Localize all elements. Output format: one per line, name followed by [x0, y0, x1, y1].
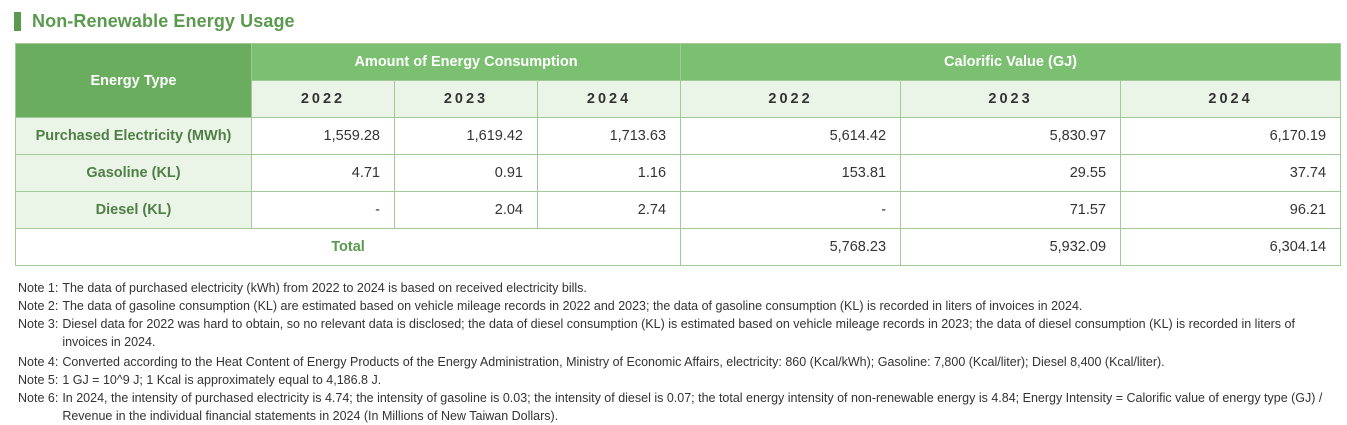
row-label: Gasoline (KL): [16, 155, 252, 192]
table-cell: 1,713.63: [538, 118, 681, 155]
total-label: Total: [16, 229, 681, 266]
row-label: Diesel (KL): [16, 192, 252, 229]
year-header: 2023: [901, 81, 1121, 118]
note-label: Note 3:: [18, 317, 59, 331]
table-cell: 1.16: [538, 155, 681, 192]
note-item: [18, 389, 1340, 425]
table-cell: 2.74: [538, 192, 681, 229]
note-text: Diesel data for 2022 was hard to obtain, so no relevant data is disclosed; the data of diesel consumption (KL) is estimated based on vehicle mileage records in 2023; the data of diesel consumption (KL) is recorded in liters of invoices in 2024.: [62, 317, 1295, 349]
year-header: 2022: [252, 81, 395, 118]
year-header: 2023: [395, 81, 538, 118]
note-text: The data of purchased electricity (kWh) from 2022 to 2024 is based on received electricity bills.: [62, 281, 587, 295]
consumption-group-header: Amount of Energy Consumption: [252, 44, 681, 81]
table-cell: 96.21: [1121, 192, 1341, 229]
total-cell: 6,304.14: [1121, 229, 1341, 266]
note-text: Converted according to the Heat Content of Energy Products of the Energy Administration, Ministry of Economic Affairs, electricity: 860 (Kcal/kWh); Gasoline: 7,800 (Kcal/liter); Diesel 8,400 (Kcal/liter).: [62, 355, 1165, 369]
header-row-groups: [16, 44, 1341, 81]
note-item: [18, 297, 1340, 315]
table-row-electricity: [16, 118, 1341, 155]
table-cell: -: [681, 192, 901, 229]
energy-type-header: Energy Type: [16, 44, 252, 118]
note-label: Note 1:: [18, 281, 59, 295]
year-header: 2024: [1121, 81, 1341, 118]
section-title: Non-Renewable Energy Usage: [32, 10, 295, 31]
table-cell: 1,559.28: [252, 118, 395, 155]
total-cell: 5,768.23: [681, 229, 901, 266]
note-item: [18, 315, 1340, 351]
note-item: [18, 353, 1340, 371]
note-text: In 2024, the intensity of purchased electricity is 4.74; the intensity of gasoline is 0.03; the intensity of diesel is 0.07; the total energy intensity of non-renewable energy is 4.84; Energy Intensity = Calorific value of energy type (GJ) / Revenue in the individual financial statements in 2024 (In Millions of New Taiwan Dollars).: [62, 391, 1323, 423]
table-cell: 29.55: [901, 155, 1121, 192]
table-cell: 37.74: [1121, 155, 1341, 192]
table-cell: 5,830.97: [901, 118, 1121, 155]
table-row-diesel: [16, 192, 1341, 229]
note-label: Note 5:: [18, 373, 59, 387]
note-label: Note 2:: [18, 299, 59, 313]
table-cell: 5,614.42: [681, 118, 901, 155]
note-label: Note 4:: [18, 355, 59, 369]
table-cell: 2.04: [395, 192, 538, 229]
table-cell: 71.57: [901, 192, 1121, 229]
title-accent-bar: [14, 12, 21, 31]
table-cell: 1,619.42: [395, 118, 538, 155]
table-cell: 6,170.19: [1121, 118, 1341, 155]
note-text: 1 GJ = 10^9 J; 1 Kcal is approximately equal to 4,186.8 J.: [62, 373, 382, 387]
table-cell: 153.81: [681, 155, 901, 192]
note-item: [18, 371, 1340, 389]
note-label: Note 6:: [18, 391, 59, 405]
row-label: Purchased Electricity (MWh): [16, 118, 252, 155]
notes-section: [18, 279, 1340, 425]
table-row-gasoline: [16, 155, 1341, 192]
table-cell: 4.71: [252, 155, 395, 192]
note-text: The data of gasoline consumption (KL) are estimated based on vehicle mileage records in 2022 and 2023; the data of gasoline consumption (KL) is recorded in liters of invoices in 2024.: [62, 299, 1083, 313]
note-item: [18, 279, 1340, 297]
energy-usage-table: [15, 43, 1341, 266]
year-header: 2022: [681, 81, 901, 118]
table-row-total: [16, 229, 1341, 266]
total-cell: 5,932.09: [901, 229, 1121, 266]
table-cell: 0.91: [395, 155, 538, 192]
section-header: [14, 10, 295, 32]
table-cell: -: [252, 192, 395, 229]
year-header: 2024: [538, 81, 681, 118]
calorific-group-header: Calorific Value (GJ): [681, 44, 1341, 81]
